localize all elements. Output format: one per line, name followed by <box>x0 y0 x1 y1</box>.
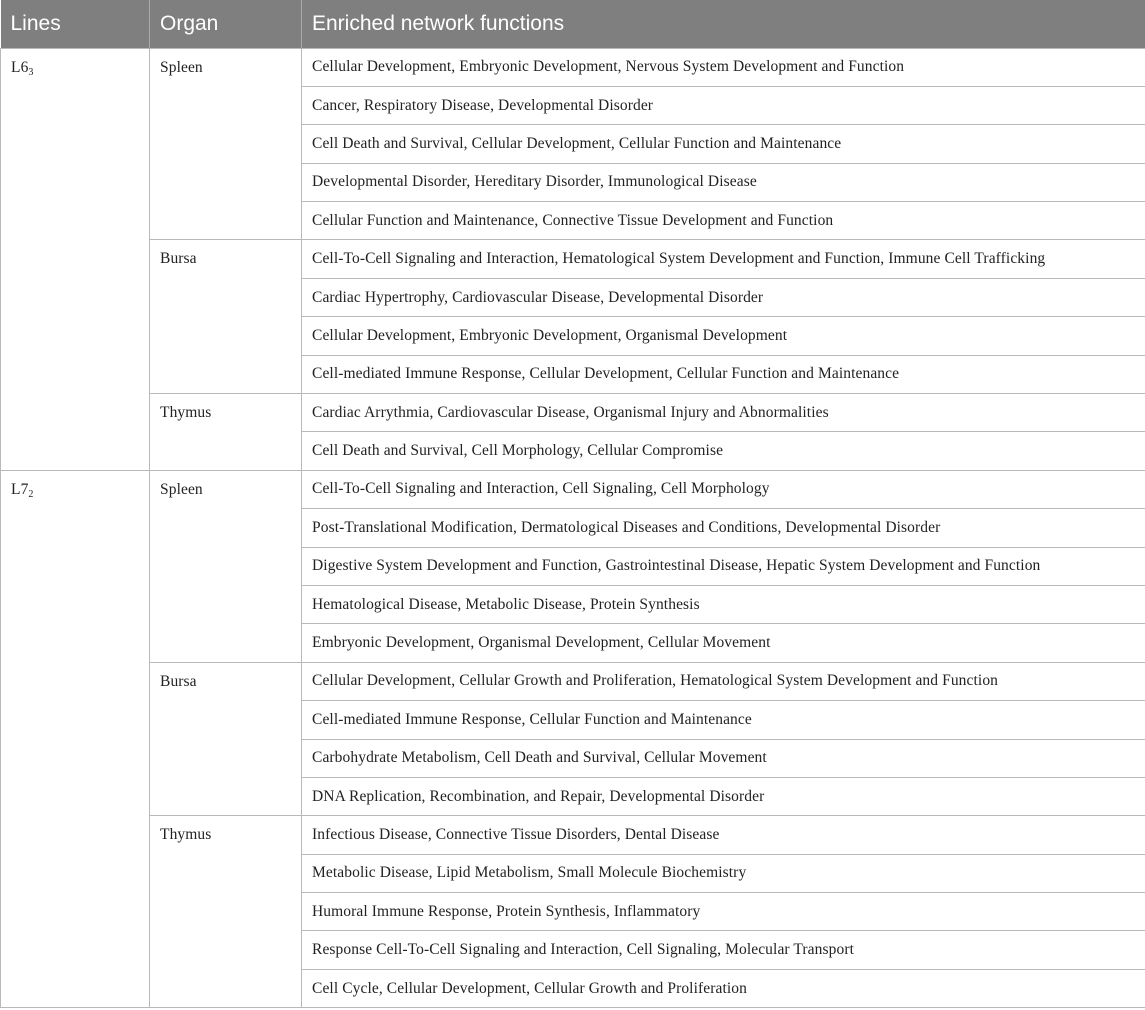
table-body <box>1 48 1145 1008</box>
function-cell: Cancer, Respiratory Disease, Developmental Disorder <box>302 86 1145 124</box>
table-row <box>1 394 1145 432</box>
line-subscript: 3 <box>28 66 34 78</box>
header-row <box>1 0 1145 48</box>
header-lines: Lines <box>1 0 150 48</box>
header-organ: Organ <box>150 0 302 48</box>
table-row <box>1 240 1145 278</box>
function-cell: Cellular Development, Embryonic Development, Nervous System Development and Function <box>302 48 1145 86</box>
table-row <box>1 816 1145 854</box>
function-cell: Cardiac Hypertrophy, Cardiovascular Disease, Developmental Disorder <box>302 278 1145 316</box>
line-subscript: 2 <box>28 488 34 500</box>
table-row <box>1 662 1145 700</box>
organ-cell: Spleen <box>150 470 302 662</box>
function-cell: Cellular Development, Embryonic Development, Organismal Development <box>302 317 1145 355</box>
function-cell: Cell Death and Survival, Cellular Development, Cellular Function and Maintenance <box>302 125 1145 163</box>
table-header <box>1 0 1145 48</box>
function-cell: Embryonic Development, Organismal Development, Cellular Movement <box>302 624 1145 662</box>
organ-cell: Bursa <box>150 662 302 816</box>
function-cell: Cell-To-Cell Signaling and Interaction, Hematological System Development and Function, Immune Cell Trafficking <box>302 240 1145 278</box>
organ-cell: Thymus <box>150 816 302 1008</box>
function-cell: Developmental Disorder, Hereditary Disorder, Immunological Disease <box>302 163 1145 201</box>
line-name: L7 <box>11 480 29 498</box>
function-cell: Cell Death and Survival, Cell Morphology, Cellular Compromise <box>302 432 1145 470</box>
organ-cell: Thymus <box>150 394 302 471</box>
header-functions: Enriched network functions <box>302 0 1145 48</box>
function-cell: Metabolic Disease, Lipid Metabolism, Small Molecule Biochemistry <box>302 854 1145 892</box>
table-row <box>1 470 1145 508</box>
function-cell: Post-Translational Modification, Dermatological Diseases and Conditions, Developmental Disorder <box>302 509 1145 547</box>
function-cell: Cardiac Arrythmia, Cardiovascular Disease, Organismal Injury and Abnormalities <box>302 394 1145 432</box>
function-cell: Cellular Development, Cellular Growth and Proliferation, Hematological System Development and Function <box>302 662 1145 700</box>
function-cell: Cell-To-Cell Signaling and Interaction, Cell Signaling, Cell Morphology <box>302 470 1145 508</box>
line-cell <box>1 470 150 1007</box>
line-name: L6 <box>11 58 29 76</box>
line-cell <box>1 48 150 470</box>
function-cell: Cell Cycle, Cellular Development, Cellular Growth and Proliferation <box>302 969 1145 1007</box>
function-cell: Carbohydrate Metabolism, Cell Death and Survival, Cellular Movement <box>302 739 1145 777</box>
function-cell: Humoral Immune Response, Protein Synthesis, Inflammatory <box>302 893 1145 931</box>
function-cell: Cell-mediated Immune Response, Cellular Function and Maintenance <box>302 701 1145 739</box>
function-cell: Cellular Function and Maintenance, Connective Tissue Development and Function <box>302 202 1145 240</box>
function-cell: DNA Replication, Recombination, and Repair, Developmental Disorder <box>302 777 1145 815</box>
function-cell: Cell-mediated Immune Response, Cellular Development, Cellular Function and Maintenance <box>302 355 1145 393</box>
organ-cell: Spleen <box>150 48 302 240</box>
function-cell: Hematological Disease, Metabolic Disease, Protein Synthesis <box>302 585 1145 623</box>
function-cell: Response Cell-To-Cell Signaling and Interaction, Cell Signaling, Molecular Transport <box>302 931 1145 969</box>
function-cell: Infectious Disease, Connective Tissue Disorders, Dental Disease <box>302 816 1145 854</box>
function-cell: Digestive System Development and Function, Gastrointestinal Disease, Hepatic System Development and Function <box>302 547 1145 585</box>
organ-cell: Bursa <box>150 240 302 394</box>
table-row <box>1 48 1145 86</box>
